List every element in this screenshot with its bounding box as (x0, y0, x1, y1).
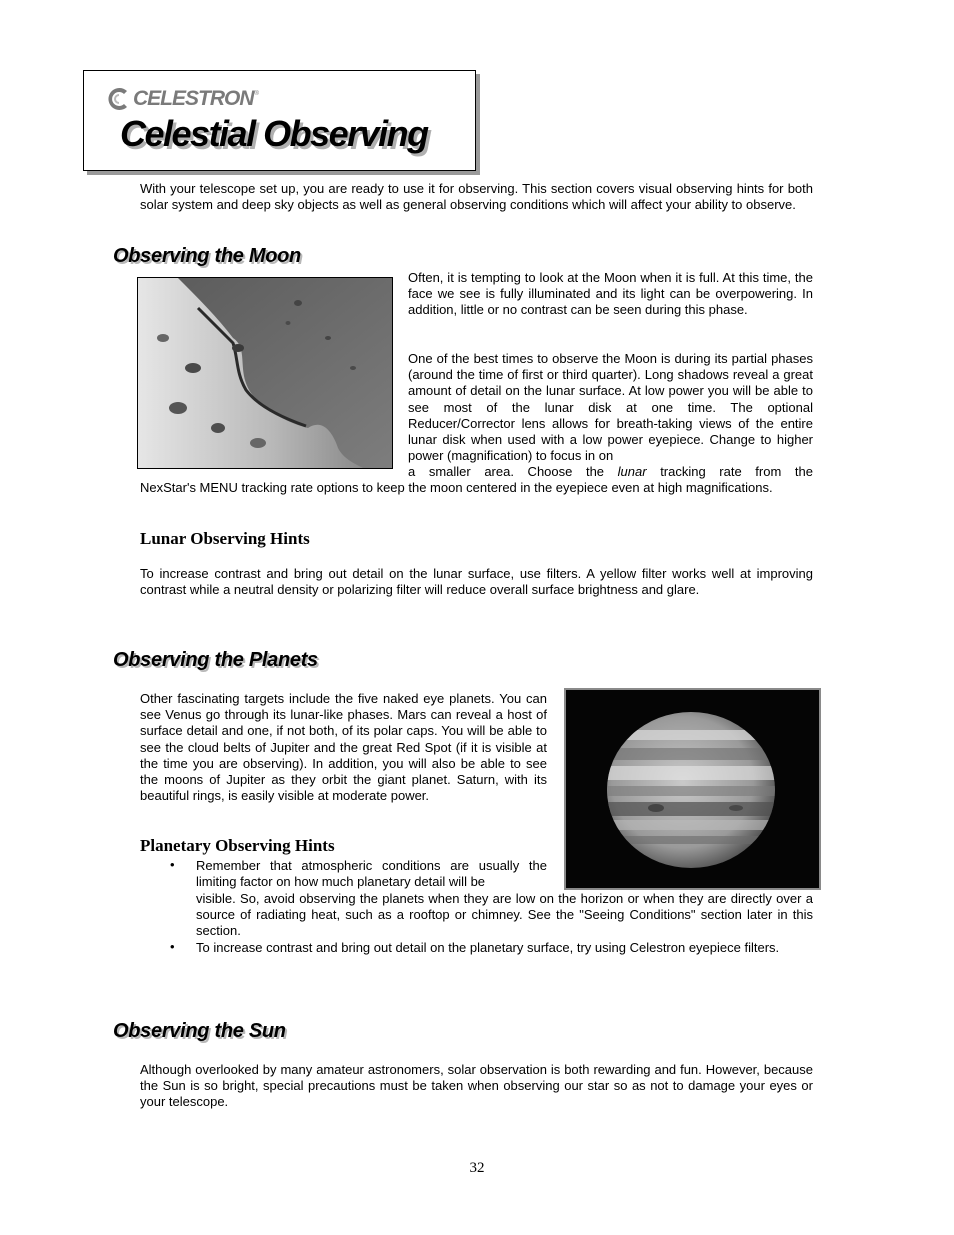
planetary-hints-heading: Planetary Observing Hints (140, 836, 335, 855)
sun-paragraph: Although overlooked by many amateur astronomers, solar observation is both rewarding and fun. However, because the Sun is so bright, special precautions must be taken when observing our star so as not to damage your eyes or your telescope. (140, 1062, 813, 1110)
moon-paragraph-2-wrap: NexStar's MENU tracking rate options to keep the moon centered in the eyepiece even at high magnifications. (140, 480, 773, 495)
bullet-marker: • (170, 857, 175, 872)
section-header (83, 70, 476, 171)
moon-heading: Observing the Moon (113, 245, 301, 267)
page-title: Celestial Observing (120, 113, 428, 154)
planets-heading: Observing the Planets (113, 649, 318, 671)
intro-paragraph: With your telescope set up, you are ready to use it for observing. This section covers visual observing hints for both solar system and deep sky objects as well as general observing conditions which will affect your ability to observe. (140, 181, 813, 213)
jupiter-photo (564, 688, 821, 890)
celestron-swirl-icon (106, 86, 132, 112)
moon-paragraph-1: Often, it is tempting to look at the Moon when it is full. At this time, the face we see is fully illuminated and its light can be overpowering. In addition, little or no contrast can be seen during this phase. (408, 270, 813, 318)
sun-heading: Observing the Sun (113, 1020, 286, 1042)
planet-hint-2: To increase contrast and bring out detail on the planetary surface, try using Celestron eyepiece filters. (196, 940, 780, 955)
planet-hint-1: Remember that atmospheric conditions are usually the limiting factor on how much planetary detail will be (196, 858, 547, 890)
brand-name: CELESTRON (133, 87, 254, 110)
trademark-mark: ® (254, 91, 259, 97)
planet-hint-1-wrap: visible. So, avoid observing the planets when they are low on the horizon or when they are directly over a source of radiating heat, such as a rooftop or chimney. See the "Seeing Conditions" section later in this section. (196, 891, 813, 939)
planets-paragraph: Other fascinating targets include the five naked eye planets. You can see Venus go through its lunar-like phases. Mars can reveal a host of surface detail and one, if not both, of its polar caps. You will be able to see the cloud belts of Jupiter and the great Red Spot (if it is visible at the time you are observing). In addition, you will also be able to see the moons of Jupiter as they orbit the giant planet. Saturn, with its beautiful rings, is easily visible at moderate power. (140, 691, 547, 804)
page-number: 32 (469, 1160, 485, 1176)
moon-text-segment: a smaller area. Choose the (408, 464, 605, 479)
moon-paragraph-2: One of the best times to observe the Moon is during its partial phases (around the time of first or third quarter). Long shadows reveal a great amount of detail on the lunar surface. At low power you will be able to see most of the lunar disk at one time. The optional Reducer/Corrector lens allows for breath-taking views of the entire lunar disk when used with a low power eyepiece. Change to higher power (magnification) to focus in on (408, 351, 813, 464)
lunar-hints-heading: Lunar Observing Hints (140, 529, 310, 548)
lunar-italic: lunar (617, 464, 647, 479)
lunar-hints-paragraph: To increase contrast and bring out detail on the lunar surface, use filters. A yellow filter works well at improving contrast while a neutral density or polarizing filter will reduce overall surface brightness and glare. (140, 566, 813, 598)
moon-text-segment: tracking rate from the (660, 464, 813, 479)
moon-paragraph-2-lastline (408, 464, 813, 480)
bullet-marker: • (170, 939, 175, 954)
celestron-logo (106, 85, 259, 113)
moon-photo (137, 277, 393, 469)
